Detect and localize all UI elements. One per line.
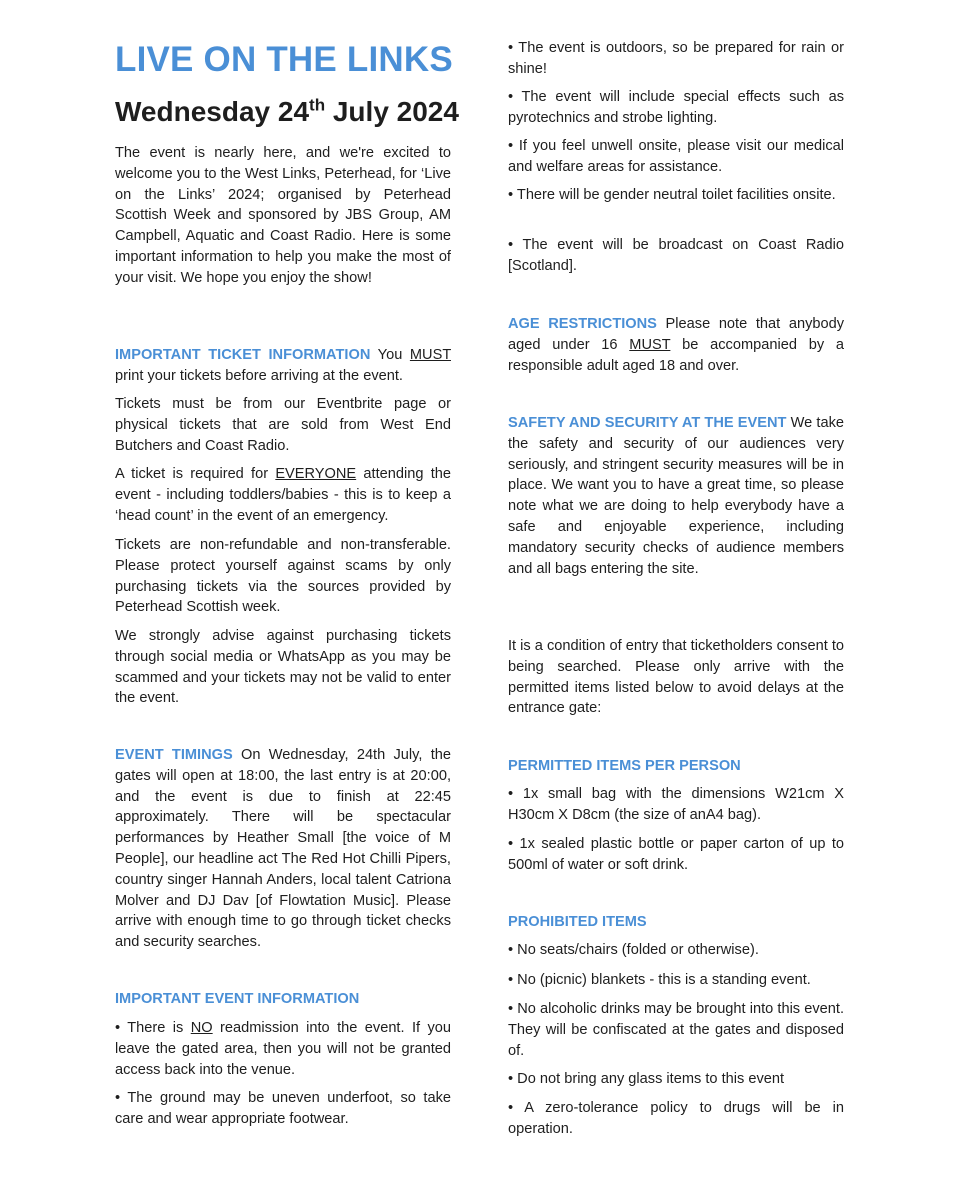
page-title: LIVE ON THE LINKS bbox=[115, 40, 453, 79]
prohibited-item-blankets: • No (picnic) blankets - this is a standing event. bbox=[508, 972, 811, 988]
date-prefix: Wednesday 24 bbox=[115, 96, 310, 127]
ticket-info-heading: IMPORTANT TICKET INFORMATION bbox=[115, 347, 371, 363]
event-info-bullet-readmission: • There is NO readmission into the event. If you leave the gated area, then you will not be granted access back into the venue. bbox=[115, 1020, 452, 1078]
event-info-bullet-medical: • If you feel unwell onsite, please visit our medical and welfare areas for assistance. bbox=[508, 138, 844, 175]
event-date bbox=[115, 96, 459, 128]
intro-paragraph: The event is nearly here, and we're excited to welcome you to the West Links, Peterhead, for ‘Live on the Links’ 2024; organised by Peterhead Scottish Week and sponsored by JBS Group, AM Campbell, Aquatic and Coast Radio. Here is some important information to help you make the most of your visit. We hope you enjoy the show! bbox=[115, 145, 451, 286]
ticket-source-paragraph: Tickets must be from our Eventbrite page or physical tickets that are sold from West End Butchers and Coast Radio. bbox=[115, 396, 451, 454]
event-info-bullet-broadcast: • The event will be broadcast on Coast Radio [Scotland]. bbox=[508, 237, 844, 274]
event-info-heading: IMPORTANT EVENT INFORMATION bbox=[115, 991, 360, 1007]
event-info-bullet-ground: • The ground may be uneven underfoot, so take care and wear appropriate footwear. bbox=[115, 1090, 451, 1127]
prohibited-item-alcohol: • No alcoholic drinks may be brought into this event. They will be confiscated at the gates and disposed of. bbox=[508, 1001, 844, 1059]
ticket-refund-paragraph: Tickets are non-refundable and non-transferable. Please protect yourself against scams by only purchasing tickets via the sources provided by Peterhead Scottish week. bbox=[115, 537, 451, 616]
safety-heading: SAFETY AND SECURITY AT THE EVENT bbox=[508, 415, 787, 431]
age-restrictions-paragraph: AGE RESTRICTIONS Please note that anybody aged under 16 MUST be accompanied by a responsible adult aged 18 and over. bbox=[508, 316, 845, 374]
safety-paragraph: SAFETY AND SECURITY AT THE EVENT We take the safety and security of our audiences very seriously, and stringent security measures will be in place. We want you to have a great time, so please note what we are doing to help everybody have a safe and enjoyable experience, including mandatory security checks of audience members and all bags entering the site. bbox=[508, 415, 844, 577]
prohibited-items-heading: PROHIBITED ITEMS bbox=[508, 914, 647, 930]
search-condition-paragraph: It is a condition of entry that ticketholders consent to being searched. Please only arrive with the permitted items listed below to avoid delays at the entrance gate: bbox=[508, 638, 844, 717]
date-suffix: July 2024 bbox=[325, 96, 459, 127]
date-ordinal: th bbox=[309, 95, 326, 115]
must-emphasis: MUST bbox=[409, 347, 451, 363]
prohibited-item-glass: • Do not bring any glass items to this event bbox=[508, 1071, 785, 1087]
permitted-item-bag: • 1x small bag with the dimensions W21cm X H30cm X D8cm (the size of anA4 bag). bbox=[508, 786, 844, 823]
everyone-emphasis: EVERYONE bbox=[275, 466, 357, 482]
age-restrictions-heading: AGE RESTRICTIONS bbox=[508, 316, 657, 332]
ticket-warning-paragraph: We strongly advise against purchasing tickets through social media or WhatsApp as you may be scammed and your tickets may not be valid to enter the event. bbox=[115, 628, 451, 707]
permitted-items-heading: PERMITTED ITEMS PER PERSON bbox=[508, 758, 741, 774]
prohibited-item-seats: • No seats/chairs (folded or otherwise). bbox=[508, 942, 759, 958]
event-info-bullet-effects: • The event will include special effects such as pyrotechnics and strobe lighting. bbox=[508, 89, 844, 126]
prohibited-item-drugs: • A zero-tolerance policy to drugs will be in operation. bbox=[508, 1100, 844, 1137]
ticket-info-paragraph: IMPORTANT TICKET INFORMATION You MUST print your tickets before arriving at the event. bbox=[115, 347, 451, 384]
event-timings-paragraph: EVENT TIMINGS On Wednesday, 24th July, the gates will open at 18:00, the last entry is at 20:00, and the event is due to finish at 22:45 approximately. There will be spectacular performances by Heather Small [the voice of M People], our headline act The Red Hot Chilli Pipers, country singer Hannah Anders, local talent Catriona Molver and DJ Dav [of Flowtation Music]. Please arrive with enough time to go through ticket checks and security searches. bbox=[115, 747, 451, 951]
ticket-required-paragraph: A ticket is required for EVERYONE attending the event - including toddlers/babies - this is to keep a ‘head count’ in the event of an emergency. bbox=[115, 466, 451, 524]
no-emphasis: NO bbox=[190, 1020, 213, 1036]
event-timings-heading: EVENT TIMINGS bbox=[115, 747, 233, 763]
event-info-bullet-outdoors: • The event is outdoors, so be prepared for rain or shine! bbox=[508, 40, 844, 77]
permitted-item-bottle: • 1x sealed plastic bottle or paper carton of up to 500ml of water or soft drink. bbox=[508, 836, 844, 873]
event-info-bullet-toilets: • There will be gender neutral toilet facilities onsite. bbox=[508, 187, 836, 203]
age-must-emphasis: MUST bbox=[629, 336, 671, 353]
